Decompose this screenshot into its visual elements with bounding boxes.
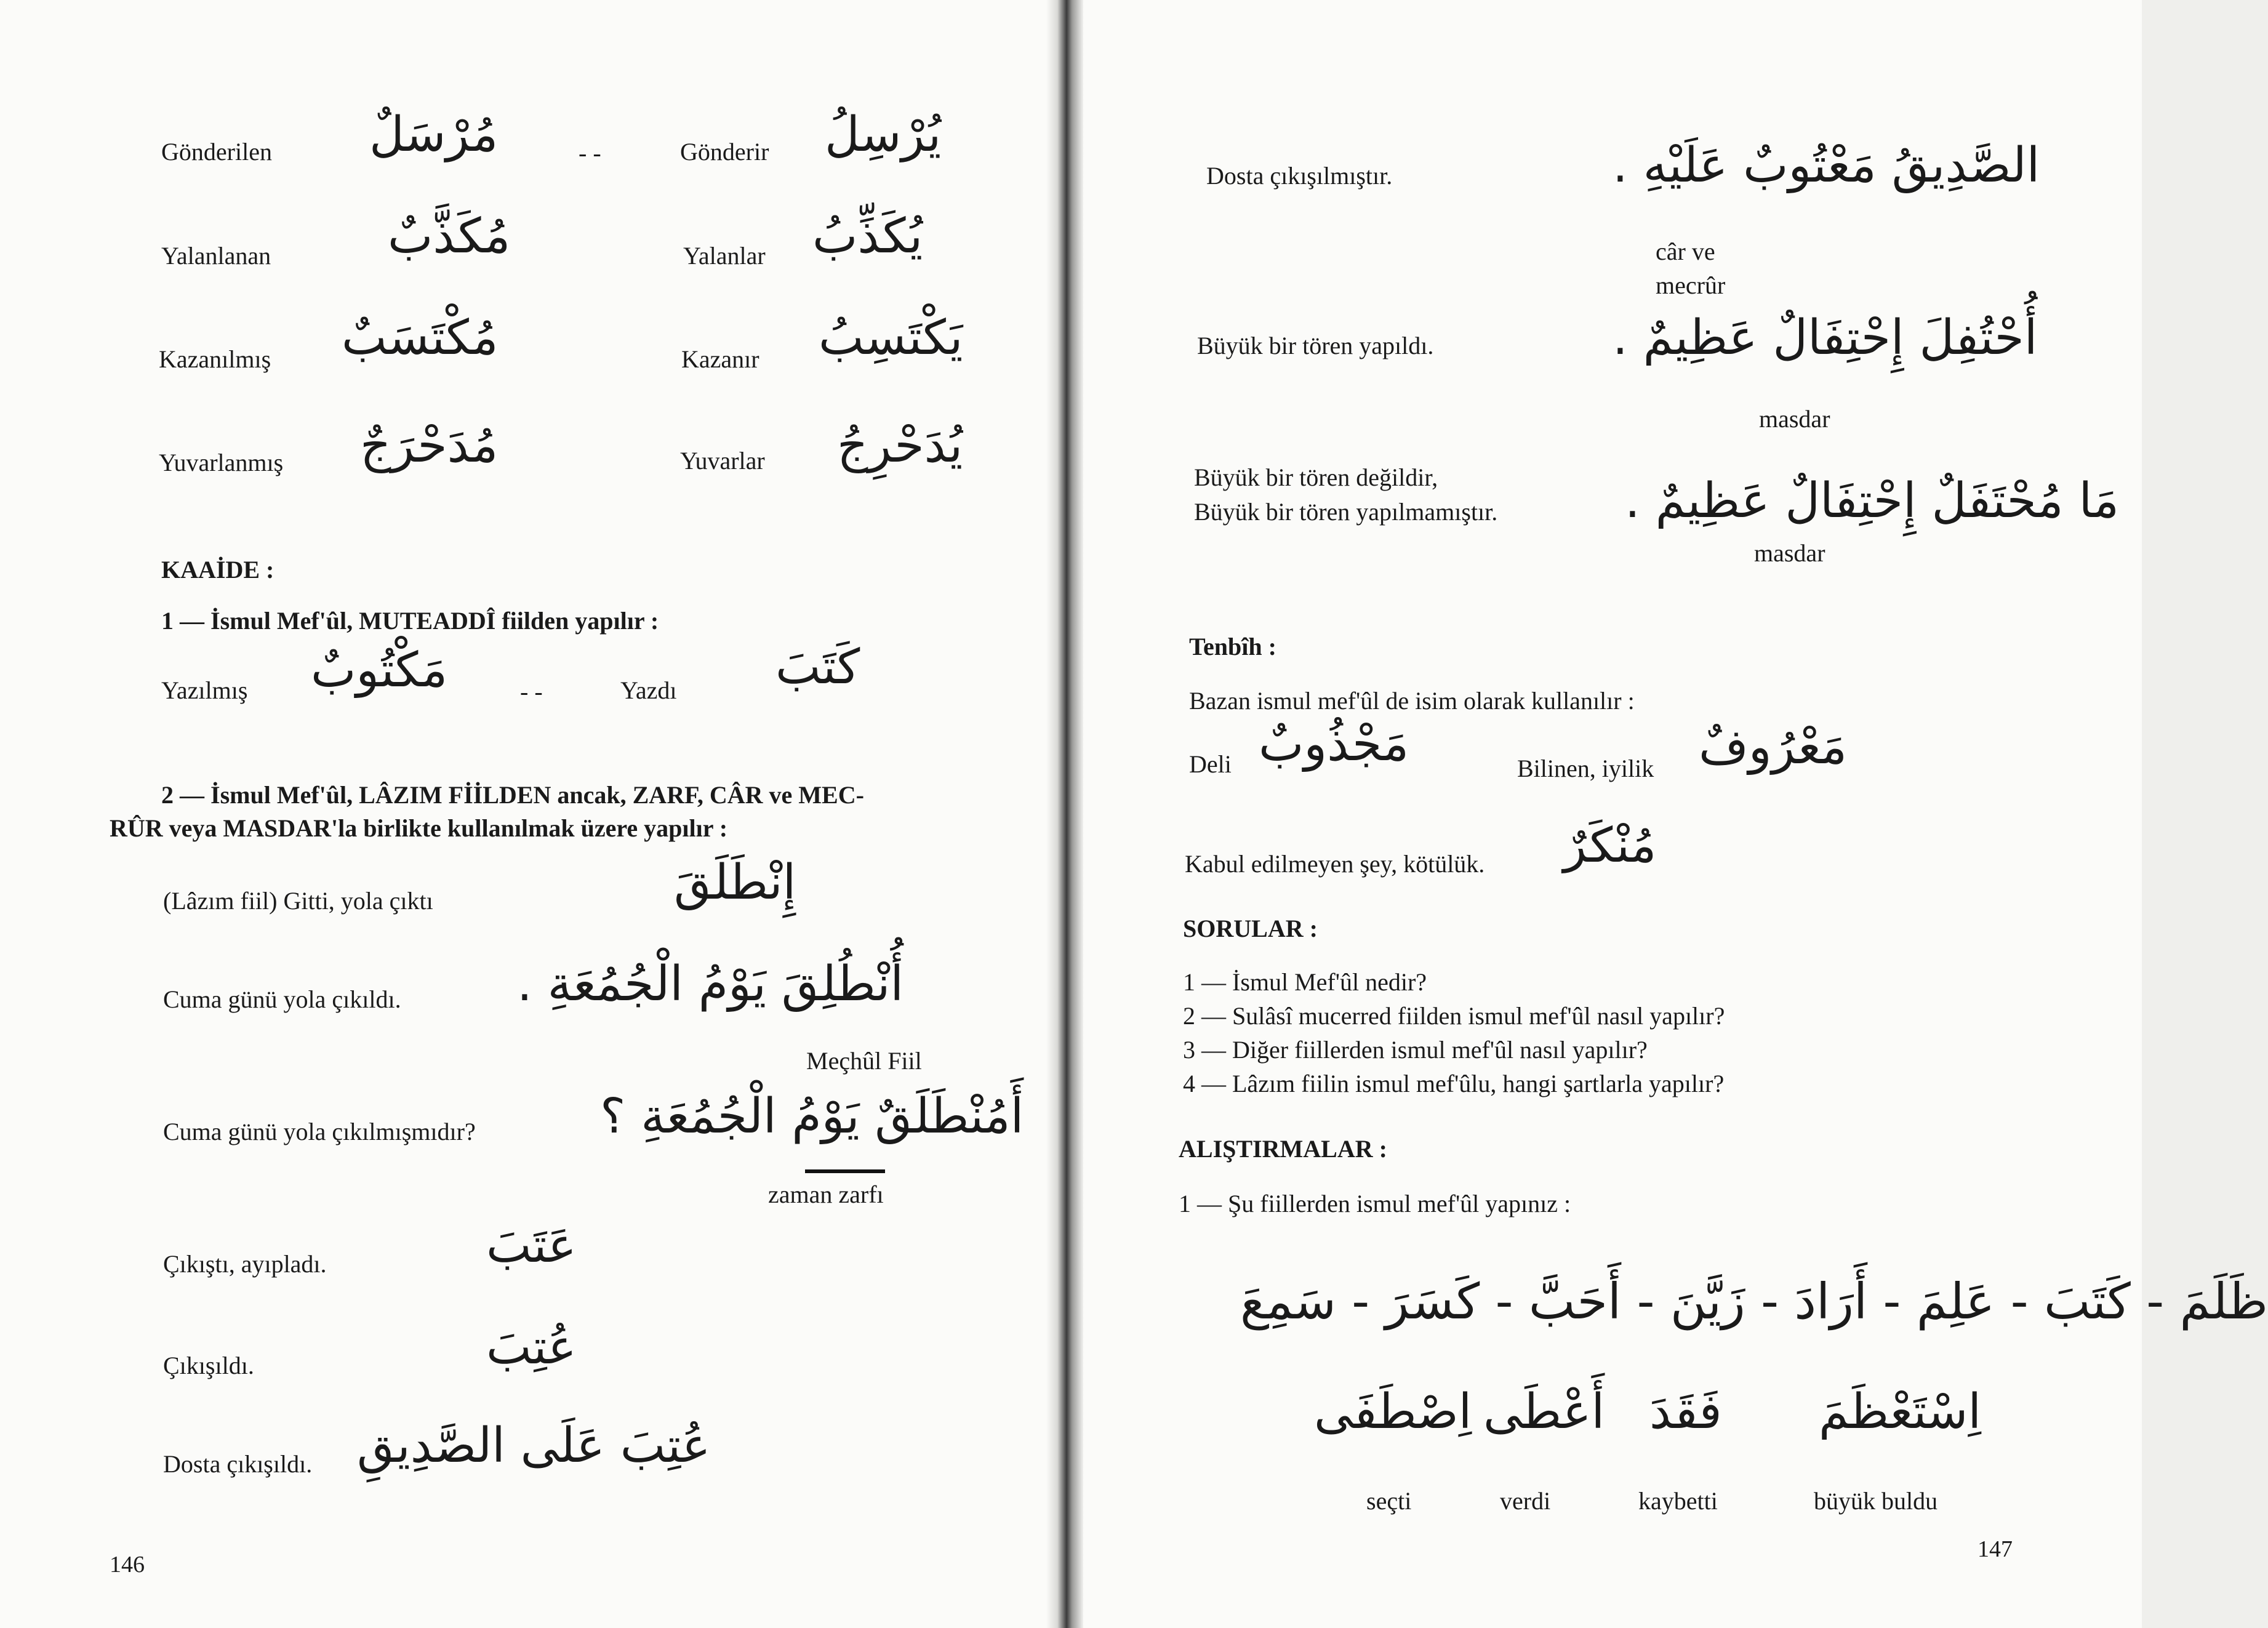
vocab-ar-active: يُدَحْرِجُ (837, 418, 963, 473)
noun-tr: Bilinen, iyilik (1517, 755, 1654, 782)
note-car: câr ve (1656, 238, 1715, 265)
separator-dash: - - (520, 678, 543, 705)
example-ar: الصَّدِيقُ مَعْتُوبٌ عَلَيْهِ . (1613, 138, 2040, 193)
vocab-ar-passive: مُكْتَسَبٌ (342, 310, 499, 366)
noun-ar: مَعْرُوفٌ (1699, 720, 1847, 775)
verb-gloss: verdi (1500, 1487, 1551, 1515)
vocab-ar-passive: مُدَحْرَجٌ (360, 418, 499, 473)
verb-ar: فَقَدَ (1649, 1384, 1722, 1440)
vocab-tr-passive: Yalanlanan (161, 242, 271, 270)
vocab-tr-active: Kazanır (681, 345, 759, 373)
exercise-1: 1 — Şu fiillerden ismul mef'ûl yapınız : (1179, 1190, 1571, 1217)
example-ar: أُحْتُفِلَ إِحْتِفَالٌ عَظِيمٌ . (1613, 310, 2038, 366)
vocab-tr-active: Yuvarlar (680, 447, 765, 475)
example-tr: Cuma günü yola çıkılmışmıdır? (163, 1118, 476, 1145)
noun-tr: Deli (1189, 750, 1232, 778)
zaman-underline (805, 1169, 885, 1173)
vocab-tr-passive: Yuvarlanmış (159, 449, 284, 476)
sorular-heading: SORULAR : (1183, 915, 1318, 942)
verb-gloss: kaybetti (1638, 1487, 1718, 1515)
vocab-ar-passive: مُكَذَّبٌ (388, 209, 511, 264)
question: 3 — Diğer fiillerden ismul mef'ûl nasıl yapılır? (1183, 1036, 1648, 1064)
verb-ar: اِسْتَعْظَمَ (1819, 1384, 1982, 1440)
vocab-tr-passive: Kazanılmış (159, 345, 271, 373)
right-page (1083, 0, 2268, 1628)
vocab-ar-active: يُكَذِّبُ (812, 209, 923, 264)
example-ar: مَا مُحْتَفَلٌ إِحْتِفَالٌ عَظِيمٌ . (1625, 473, 2120, 529)
vocab-ar-active: يُرْسِلُ (825, 107, 942, 162)
rule1-ar-passive: مَكْتُوبٌ (311, 643, 448, 698)
question: 4 — Lâzım fiilin ismul mef'ûlu, hangi şartlarla yapılır? (1183, 1070, 1725, 1097)
question: 2 — Sulâsî mucerred fiilden ismul mef'ûl nasıl yapılır? (1183, 1002, 1725, 1030)
kaide-heading: KAAİDE : (161, 556, 274, 583)
tenbih-heading: Tenbîh : (1189, 633, 1276, 660)
verb-list-row-1: ظَلَمَ - كَتَبَ - عَلِمَ - أَرَادَ - زَيَّنَ - أَحَبَّ - كَسَرَ - سَمِعَ (1240, 1273, 2268, 1330)
example-ar: أُنْطُلِقَ يَوْمُ الْجُمُعَةِ . (517, 956, 904, 1012)
noun-tr: Kabul edilmeyen şey, kötülük. (1185, 850, 1485, 878)
example-ar: إِنْطَلَقَ (674, 855, 796, 910)
verb-ar: اِصْطَفَى (1314, 1384, 1472, 1440)
note-zaman-zarfi: zaman zarfı (768, 1181, 884, 1208)
noun-ar: مُنْكَرٌ (1563, 818, 1657, 873)
verb-gloss: büyük buldu (1814, 1487, 1938, 1515)
tenbih-text: Bazan ismul mef'ûl de isim olarak kullanılır : (1189, 687, 1635, 715)
note-masdar: masdar (1754, 539, 1825, 567)
rule1-tr-active: Yazdı (620, 676, 677, 704)
example-tr: Büyük bir tören değildir, (1194, 463, 1438, 491)
example-ar: عُتِبَ (486, 1320, 577, 1375)
example-ar: عُتِبَ عَلَى الصَّدِيقِ (357, 1418, 711, 1474)
example-tr: Çıkışıldı. (163, 1352, 254, 1379)
example-tr: Dosta çıkışılmıştır. (1206, 162, 1393, 190)
example-tr-2: Büyük bir tören yapılmamıştır. (1194, 498, 1498, 526)
left-page (0, 0, 1046, 1628)
rule-1: 1 — İsmul Mef'ûl, MUTEADDÎ fiilden yapılır : (161, 607, 659, 635)
question: 1 — İsmul Mef'ûl nedir? (1183, 968, 1427, 996)
example-ar: عَتَبَ (486, 1218, 577, 1273)
example-ar: أَمُنْطَلَقٌ يَوْمُ الْجُمُعَةِ ؟ (600, 1089, 1024, 1144)
rule1-ar-active: كَتَبَ (775, 640, 860, 695)
verb-gloss: seçti (1366, 1487, 1412, 1515)
vocab-tr-active: Yalanlar (683, 242, 766, 270)
book-gutter (1046, 0, 1083, 1628)
separator-dash: - - (579, 139, 601, 167)
page-number: 147 (1977, 1536, 2013, 1562)
noun-ar: مَجْذُوبٌ (1259, 716, 1409, 772)
rule-2-line-2: RÛR veya MASDAR'la birlikte kullanılmak üzere yapılır : (110, 814, 728, 842)
note-masdar: masdar (1759, 405, 1830, 433)
example-tr: Dosta çıkışıldı. (163, 1450, 313, 1478)
rule-2-line-1: 2 — İsmul Mef'ûl, LÂZIM FİİLDEN ancak, ZARF, CÂR ve MEC- (161, 781, 864, 809)
vocab-tr-passive: Gönderilen (161, 138, 272, 166)
example-tr: (Lâzım fiil) Gitti, yola çıktı (163, 887, 433, 915)
rule1-tr-passive: Yazılmış (161, 676, 248, 704)
vocab-tr-active: Gönderir (680, 138, 769, 166)
alistirmalar-heading: ALIŞTIRMALAR : (1179, 1135, 1387, 1163)
note-mechul-fiil: Meçhûl Fiil (806, 1047, 922, 1075)
verb-ar: أَعْطَى (1483, 1384, 1605, 1440)
vocab-ar-active: يَكْتَسِبُ (819, 310, 963, 366)
example-tr: Çıkıştı, ayıpladı. (163, 1250, 327, 1278)
example-tr: Büyük bir tören yapıldı. (1197, 332, 1434, 359)
page-number: 146 (110, 1552, 145, 1578)
example-tr: Cuma günü yola çıkıldı. (163, 985, 401, 1013)
note-mecrur: mecrûr (1656, 271, 1726, 299)
vocab-ar-passive: مُرْسَلٌ (369, 107, 499, 162)
